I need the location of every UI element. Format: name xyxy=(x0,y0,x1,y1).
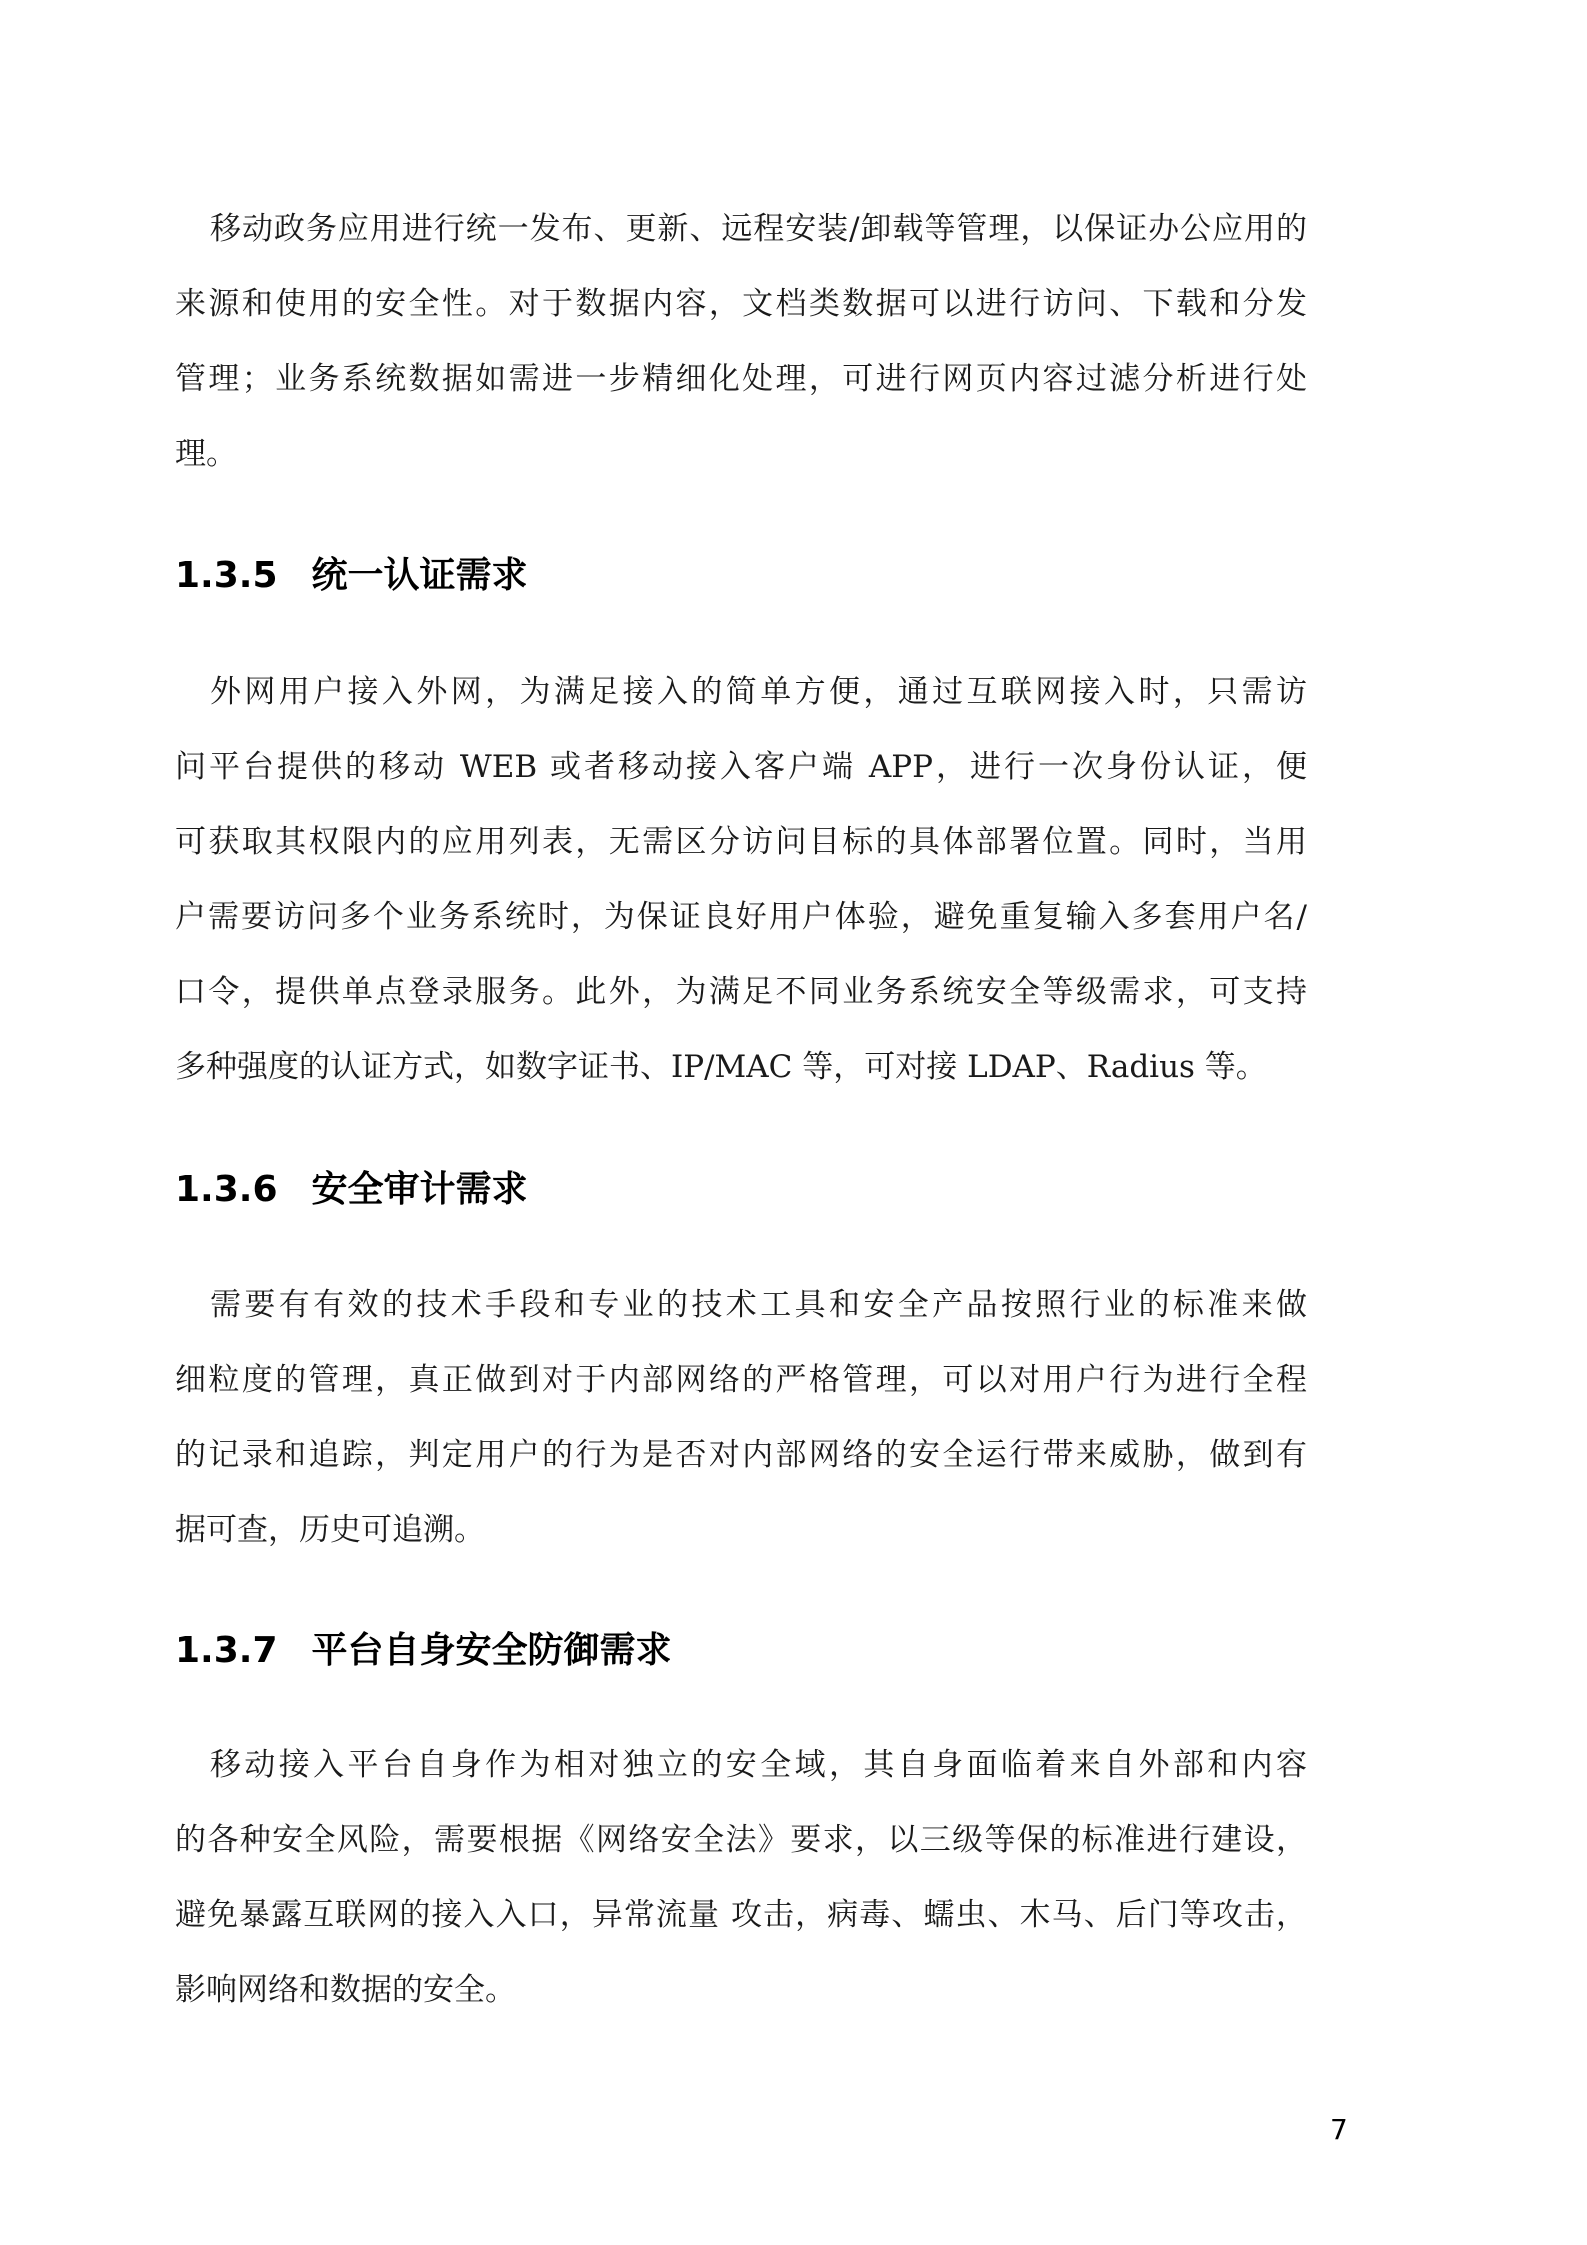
heading-title: 安全审计需求 xyxy=(311,1169,528,1210)
text-line: 的各种安全风险，需要根据《网络安全法》要求，以三级等保的标准进行建设， xyxy=(175,1822,1307,1858)
heading-number: 1.3.6 xyxy=(175,1169,278,1210)
text-line: 外网用户接入外网，为满足接入的简单方便，通过互联网接入时，只需访 xyxy=(210,674,1307,710)
text-line: 移动接入平台自身作为相对独立的安全域，其自身面临着来自外部和内容 xyxy=(210,1747,1307,1783)
section-heading-1-3-7 xyxy=(175,1626,1307,1676)
text-line: 多种强度的认证方式，如数字证书、IP/MAC 等，可对接 LDAP、Radius 等。 xyxy=(175,1049,1267,1085)
text-line: 细粒度的管理，真正做到对于内部网络的严格管理，可以对用户行为进行全程 xyxy=(175,1362,1307,1398)
heading-number: 1.3.5 xyxy=(175,555,278,596)
page-body xyxy=(175,192,1307,2028)
paragraph-platform-self-defense xyxy=(175,1728,1307,2028)
page-number: 7 xyxy=(1330,2113,1348,2146)
paragraph-unified-authentication xyxy=(175,655,1307,1105)
text-line: 问平台提供的移动 WEB 或者移动接入客户端 APP，进行一次身份认证，便 xyxy=(175,749,1307,785)
heading-title: 统一认证需求 xyxy=(311,555,528,596)
text-line: 理。 xyxy=(175,436,237,472)
section-heading-1-3-5 xyxy=(175,551,1307,601)
text-line: 可获取其权限内的应用列表，无需区分访问目标的具体部署位置。同时，当用 xyxy=(175,824,1307,860)
text-line: 需要有有效的技术手段和专业的技术工具和安全产品按照行业的标准来做 xyxy=(210,1287,1307,1323)
section-heading-1-3-6 xyxy=(175,1165,1307,1215)
text-line: 户需要访问多个业务系统时，为保证良好用户体验，避免重复输入多套用户名/ xyxy=(175,899,1307,935)
text-line: 避免暴露互联网的接入入口，异常流量 攻击，病毒、蠕虫、木马、后门等攻击， xyxy=(175,1897,1307,1933)
paragraph-security-audit xyxy=(175,1268,1307,1568)
heading-title: 平台自身安全防御需求 xyxy=(311,1630,672,1671)
text-line: 据可查，历史可追溯。 xyxy=(175,1512,485,1548)
text-line: 移动政务应用进行统一发布、更新、远程安装/卸载等管理，以保证办公应用的 xyxy=(210,211,1307,247)
paragraph-app-management xyxy=(175,192,1307,492)
text-line: 的记录和追踪，判定用户的行为是否对内部网络的安全运行带来威胁，做到有 xyxy=(175,1437,1307,1473)
text-line: 影响网络和数据的安全。 xyxy=(175,1972,516,2008)
heading-number: 1.3.7 xyxy=(175,1630,278,1671)
text-line: 来源和使用的安全性。对于数据内容，文档类数据可以进行访问、下载和分发 xyxy=(175,286,1307,322)
text-line: 管理；业务系统数据如需进一步精细化处理，可进行网页内容过滤分析进行处 xyxy=(175,361,1307,397)
text-line: 口令，提供单点登录服务。此外，为满足不同业务系统安全等级需求，可支持 xyxy=(175,974,1307,1010)
